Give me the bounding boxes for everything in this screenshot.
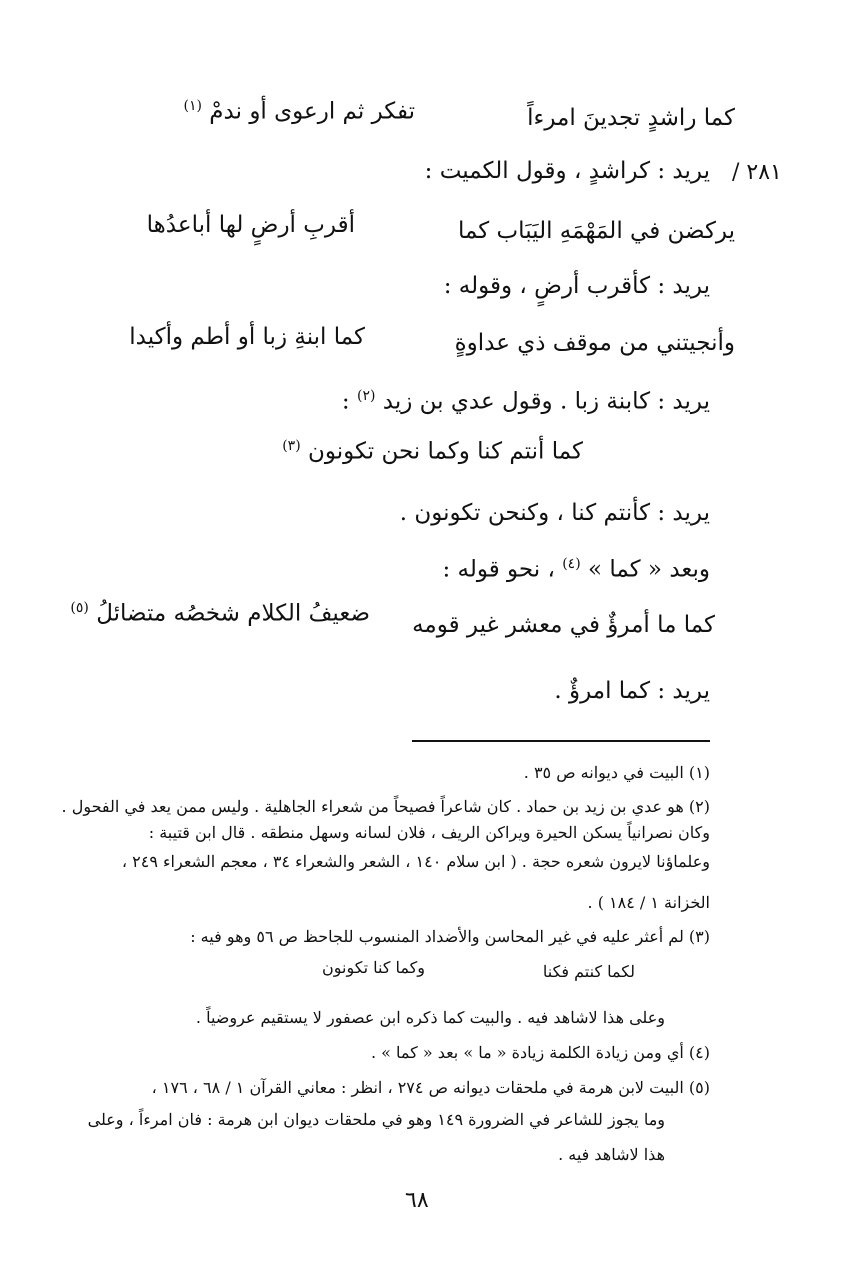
- footnote-2-line-2: وكان نصرانياً يسكن الحيرة ويراكن الريف ، فلان لسانه وسهل منطقه . قال ابن قتيبة :: [148, 823, 710, 842]
- verse-2-second-hemistich: أقربِ أرضٍ لها أباعدُها: [146, 212, 355, 238]
- text-line-5-start: وبعد « كما »: [587, 556, 710, 583]
- footnote-3-line-1: (٣) لم أعثر عليه في غير المحاسن والأضداد المنسوب للجاحظ ص ٥٦ وهو فيه :: [190, 927, 710, 946]
- verse-5-second-text: ضعيفُ الكلام شخصُه متضائلُ: [96, 600, 370, 627]
- verse-1-second-hemistich: [184, 98, 415, 125]
- footnote-5-line-1: (٥) البيت لابن هرمة في ملحقات ديوانه ص ٢٧٤ ، انظر : معاني القرآن ١ / ٦٨ ، ١٧٦ ،: [151, 1078, 710, 1097]
- verse-1-first-hemistich: كما راشدٍ تجدينَ امرءاً: [527, 105, 735, 131]
- margin-page-marker: ٢٨١ /: [732, 160, 782, 185]
- verse-3-second-hemistich: كما ابنةِ زبا أو أطم وأكيدا: [129, 324, 365, 350]
- footnote-divider: [412, 740, 710, 742]
- text-line-6: يريد : كما امرؤٌ .: [554, 678, 710, 704]
- text-line-4: يريد : كأنتم كنا ، وكنحن تكونون .: [399, 500, 710, 526]
- footnote-3-verse-second: وكما كنا تكونون: [322, 958, 425, 977]
- text-line-3: [342, 388, 710, 415]
- verse-4: [282, 438, 583, 465]
- verse-2-first-hemistich: يركضن في المَهْمَهِ اليَبَاب كما: [457, 218, 735, 244]
- footnote-ref-3: (٣): [282, 438, 301, 454]
- footnote-2-line-1: (٢) هو عدي بن زيد بن حماد . كان شاعراً فصيحاً من شعراء الجاهلية . وليس ممن يعد في الفحول .: [61, 797, 710, 816]
- footnote-5-line-2: وما يجوز للشاعر في الضرورة ١٤٩ وهو في ملحقات ديوان ابن هرمة : فان امرءاً ، وعلى: [87, 1110, 665, 1129]
- text-line-1: يريد : كراشدٍ ، وقول الكميت :: [424, 158, 710, 184]
- footnote-3-verse-first: لكما كنتم فكنا: [542, 962, 635, 981]
- footnote-2-line-3: وعلماؤنا لايرون شعره حجة . ( ابن سلام ١٤٠ ، الشعر والشعراء ٣٤ ، معجم الشعراء ٢٤٩ ،: [121, 852, 710, 871]
- footnote-2-line-4: الخزانة ١ / ١٨٤ ) .: [587, 893, 710, 912]
- text-line-5-end: ، نحو قوله :: [442, 556, 555, 583]
- verse-3-first-hemistich: وأنجيتني من موقف ذي عداوةٍ: [454, 330, 735, 356]
- footnote-5-line-3: هذا لاشاهد فيه .: [558, 1145, 665, 1164]
- footnote-3-line-2: وعلى هذا لاشاهد فيه . والبيت كما ذكره ابن عصفور لا يستقيم عروضياً .: [195, 1008, 665, 1027]
- verse-1-second-text: تفكر ثم ارعوى أو ندمْ: [209, 98, 415, 125]
- text-line-3-body: يريد : كابنة زبا . وقول عدي بن زيد: [382, 388, 710, 415]
- verse-5-first-hemistich: كما ما أمرؤٌ في معشر غير قومه: [412, 612, 715, 638]
- page-number: ٦٨: [405, 1188, 429, 1213]
- verse-4-text: كما أنتم كنا وكما نحن تكونون: [307, 438, 583, 465]
- footnote-4: (٤) أي ومن زيادة الكلمة زيادة « ما » بعد « كما » .: [370, 1043, 710, 1062]
- footnote-ref-1: (١): [183, 98, 202, 114]
- footnote-ref-5: (٥): [70, 600, 89, 616]
- text-line-2: يريد : كأقرب أرضٍ ، وقوله :: [443, 273, 710, 299]
- footnote-ref-2: (٢): [356, 388, 376, 404]
- text-line-5: [442, 556, 710, 583]
- verse-5-second-hemistich: [70, 600, 370, 627]
- footnote-ref-4: (٤): [562, 556, 581, 572]
- footnote-1: (١) البيت في ديوانه ص ٣٥ .: [523, 763, 710, 782]
- text-line-3-colon: :: [341, 388, 350, 415]
